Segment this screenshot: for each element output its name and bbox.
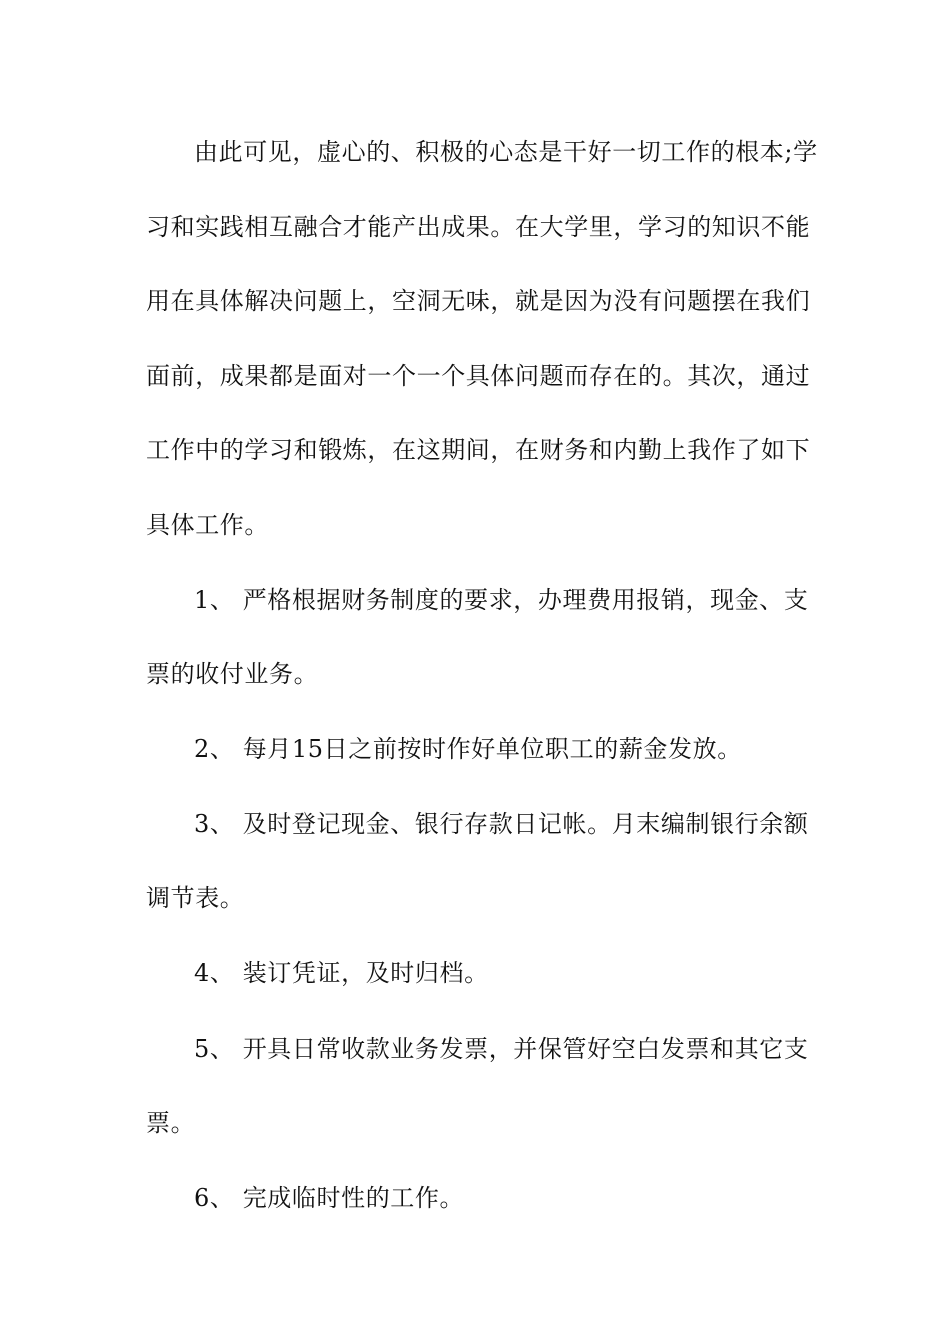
list-item-line: 6、 完成临时性的工作。	[194, 1184, 465, 1212]
list-item-line: 4、 装订凭证，及时归档。	[194, 959, 489, 987]
list-item-line: 3、 及时登记现金、银行存款日记帐。月末编制银行余额	[194, 810, 809, 838]
list-item-line: 票的收付业务。	[146, 660, 319, 688]
paragraph-line: 用在具体解决问题上，空洞无味，就是因为没有问题摆在我们	[146, 287, 811, 315]
list-item-line: 2、 每月15日之前按时作好单位职工的薪金发放。	[194, 735, 742, 763]
list-item-line: 1、 严格根据财务制度的要求，办理费用报销，现金、支	[194, 586, 809, 614]
list-item-line: 票。	[146, 1109, 196, 1137]
paragraph-line: 工作中的学习和锻炼，在这期间，在财务和内勤上我作了如下	[146, 436, 811, 464]
paragraph-line: 具体工作。	[146, 511, 269, 539]
paragraph-line: 由此可见，虚心的、积极的心态是干好一切工作的根本;学	[194, 138, 818, 166]
list-item-line: 调节表。	[146, 884, 245, 912]
paragraph-line: 面前，成果都是面对一个一个具体问题而存在的。其次，通过	[146, 362, 811, 390]
paragraph-line: 习和实践相互融合才能产出成果。在大学里，学习的知识不能	[146, 213, 811, 241]
list-item-line: 5、 开具日常收款业务发票，并保管好空白发票和其它支	[194, 1035, 809, 1063]
